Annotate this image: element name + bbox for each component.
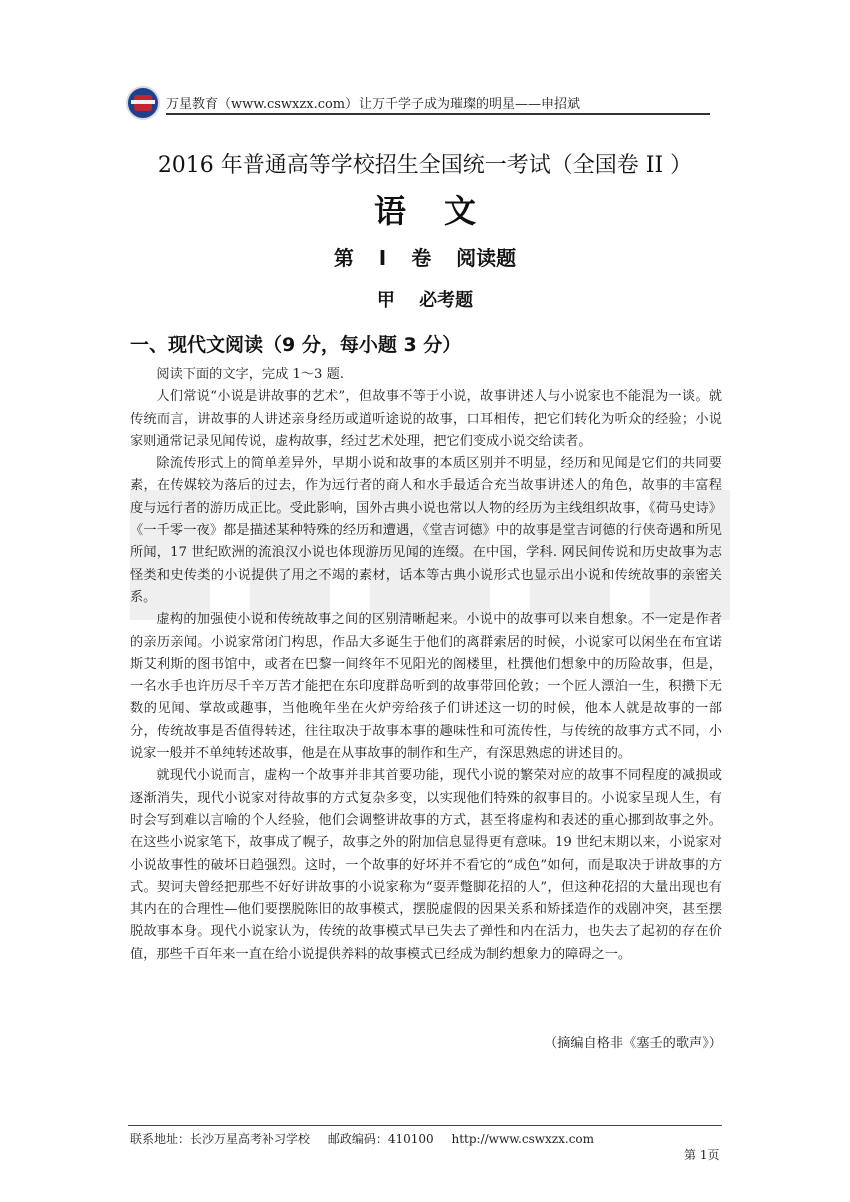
exam-volume: 第 I 卷 阅读题 [333, 246, 517, 270]
source-attribution: （摘编自格非《塞壬的歌声》） [543, 1036, 722, 1051]
school-logo-icon [126, 86, 160, 120]
footer-url[interactable]: http://www.cswxzx.com [451, 1132, 595, 1146]
reading-passage [130, 364, 722, 966]
section-heading: 一、现代文阅读（9 分，每小题 3 分） [130, 334, 462, 356]
passage-paragraph-1: 人们常说“小说是讲故事的艺术”，但故事不等于小说，故事讲述人与小说家也不能混为一谈。就传统而言，讲故事的人讲述亲身经历或道听途说的故事，口耳相传，把它们转化为听众的经验；小说家则通常记录见闻传说，虚构故事，经过艺术处理，把它们变成小说交给读者。 [130, 389, 722, 449]
header-divider [166, 113, 710, 115]
passage-paragraph-3: 虚构的加强使小说和传统故事之间的区别清晰起来。小说中的故事可以来自想象。不一定是作者的亲历亲闻。小说家常闭门构思，作品大多诞生于他们的离群索居的时候，小说家可以闲坐在布宜诺斯艾利斯的图书馆中，或者在巴黎一间终年不见阳光的阁楼里，杜撰他们想象中的历险故事，但是，一名水手也许历尽千辛万苦才能把在东印度群岛听到的故事带回伦敦；一个匠人漂泊一生，积攒下无数的见闻、掌故或趣事，当他晚年坐在火炉旁给孩子们讲述这一切的时候，他本人就是故事的一部分，传统故事是否值得转述，往往取决于故事本事的趣味性和可流传性，与传统的故事方式不同，小说家一般并不单纯转述故事，他是在从事故事的制作和生产，有深思熟虑的讲述目的。 [130, 612, 722, 762]
footer-address: 联系地址：长沙万星高考补习学校 [130, 1132, 311, 1146]
reading-instruction: 阅读下面的文字，完成 1～3 题. [156, 367, 344, 382]
passage-paragraph-4: 就现代小说而言，虚构一个故事并非其首要功能，现代小说的繁荣对应的故事不同程度的减损或逐渐消失，现代小说家对待故事的方式复杂多变，以实现他们特殊的叙事目的。小说家呈现人生，有时会写到难以言喻的个人经验，他们会调整讲故事的方式，甚至将虚构和表述的重心挪到故事之外。在这些小说家笔下，故事成了幌子，故事之外的附加信息显得更有意味。19 世纪末期以来，小说家对小说故事性的破坏日趋强烈。这时，一个故事的好坏并不看它的“成色”如何，而是取决于讲故事的方式。契诃夫曾经把那些不好好讲故事的小说家称为“耍弄蹩脚花招的人”，但这种花招的大量出现也有其内在的合理性—他们要摆脱陈旧的故事模式，摆脱虚假的因果关系和矫揉造作的戏剧冲突，甚至摆脱故事本身。现代小说家认为，传统的故事模式早已失去了弹性和内在活力，也失去了起初的存在价值，那些千百年来一直在给小说提供养料的故事模式已经成为制约想象力的障碍之一。 [130, 768, 722, 962]
passage-paragraph-2: 除流传形式上的简单差异外，早期小说和故事的本质区别并不明显，经历和见闻是它们的共同要素，在传媒较为落后的过去，作为远行者的商人和水手最适合充当故事讲述人的角色，故事的丰富程度与远行者的游历成正比。受此影响，国外古典小说也常以人物的经历为主线组织故事，《荷马史诗》《一千零一夜》都是描述某种特殊的经历和遭遇，《堂吉诃德》中的故事是堂吉诃德的行侠奇遇和所见所闻，17 世纪欧洲的流浪汉小说也体现游历见闻的连缀。在中国，学科. 网民间传说和历史故事为志怪类和史传类的小说提供了用之不竭的素材，话本等古典小说形式也显示出小说和传统故事的亲密关系。 [130, 456, 722, 605]
footer-postcode: 邮政编码：410100 [327, 1132, 434, 1146]
page-header [126, 86, 726, 122]
page-number: 第 1页 [684, 1148, 720, 1162]
exam-title: 2016 年普通高等学校招生全国统一考试（全国卷 II ） [157, 153, 693, 178]
header-slogan: 让万千学子成为璀璨的明星——申招斌 [359, 97, 581, 112]
exam-part: 甲 必考题 [376, 290, 474, 311]
footer-divider [128, 1125, 722, 1126]
exam-subject: 语文 [373, 192, 514, 230]
header-site: 万星教育（www.cswxzx.com） [166, 97, 359, 112]
page-footer [130, 1130, 608, 1147]
